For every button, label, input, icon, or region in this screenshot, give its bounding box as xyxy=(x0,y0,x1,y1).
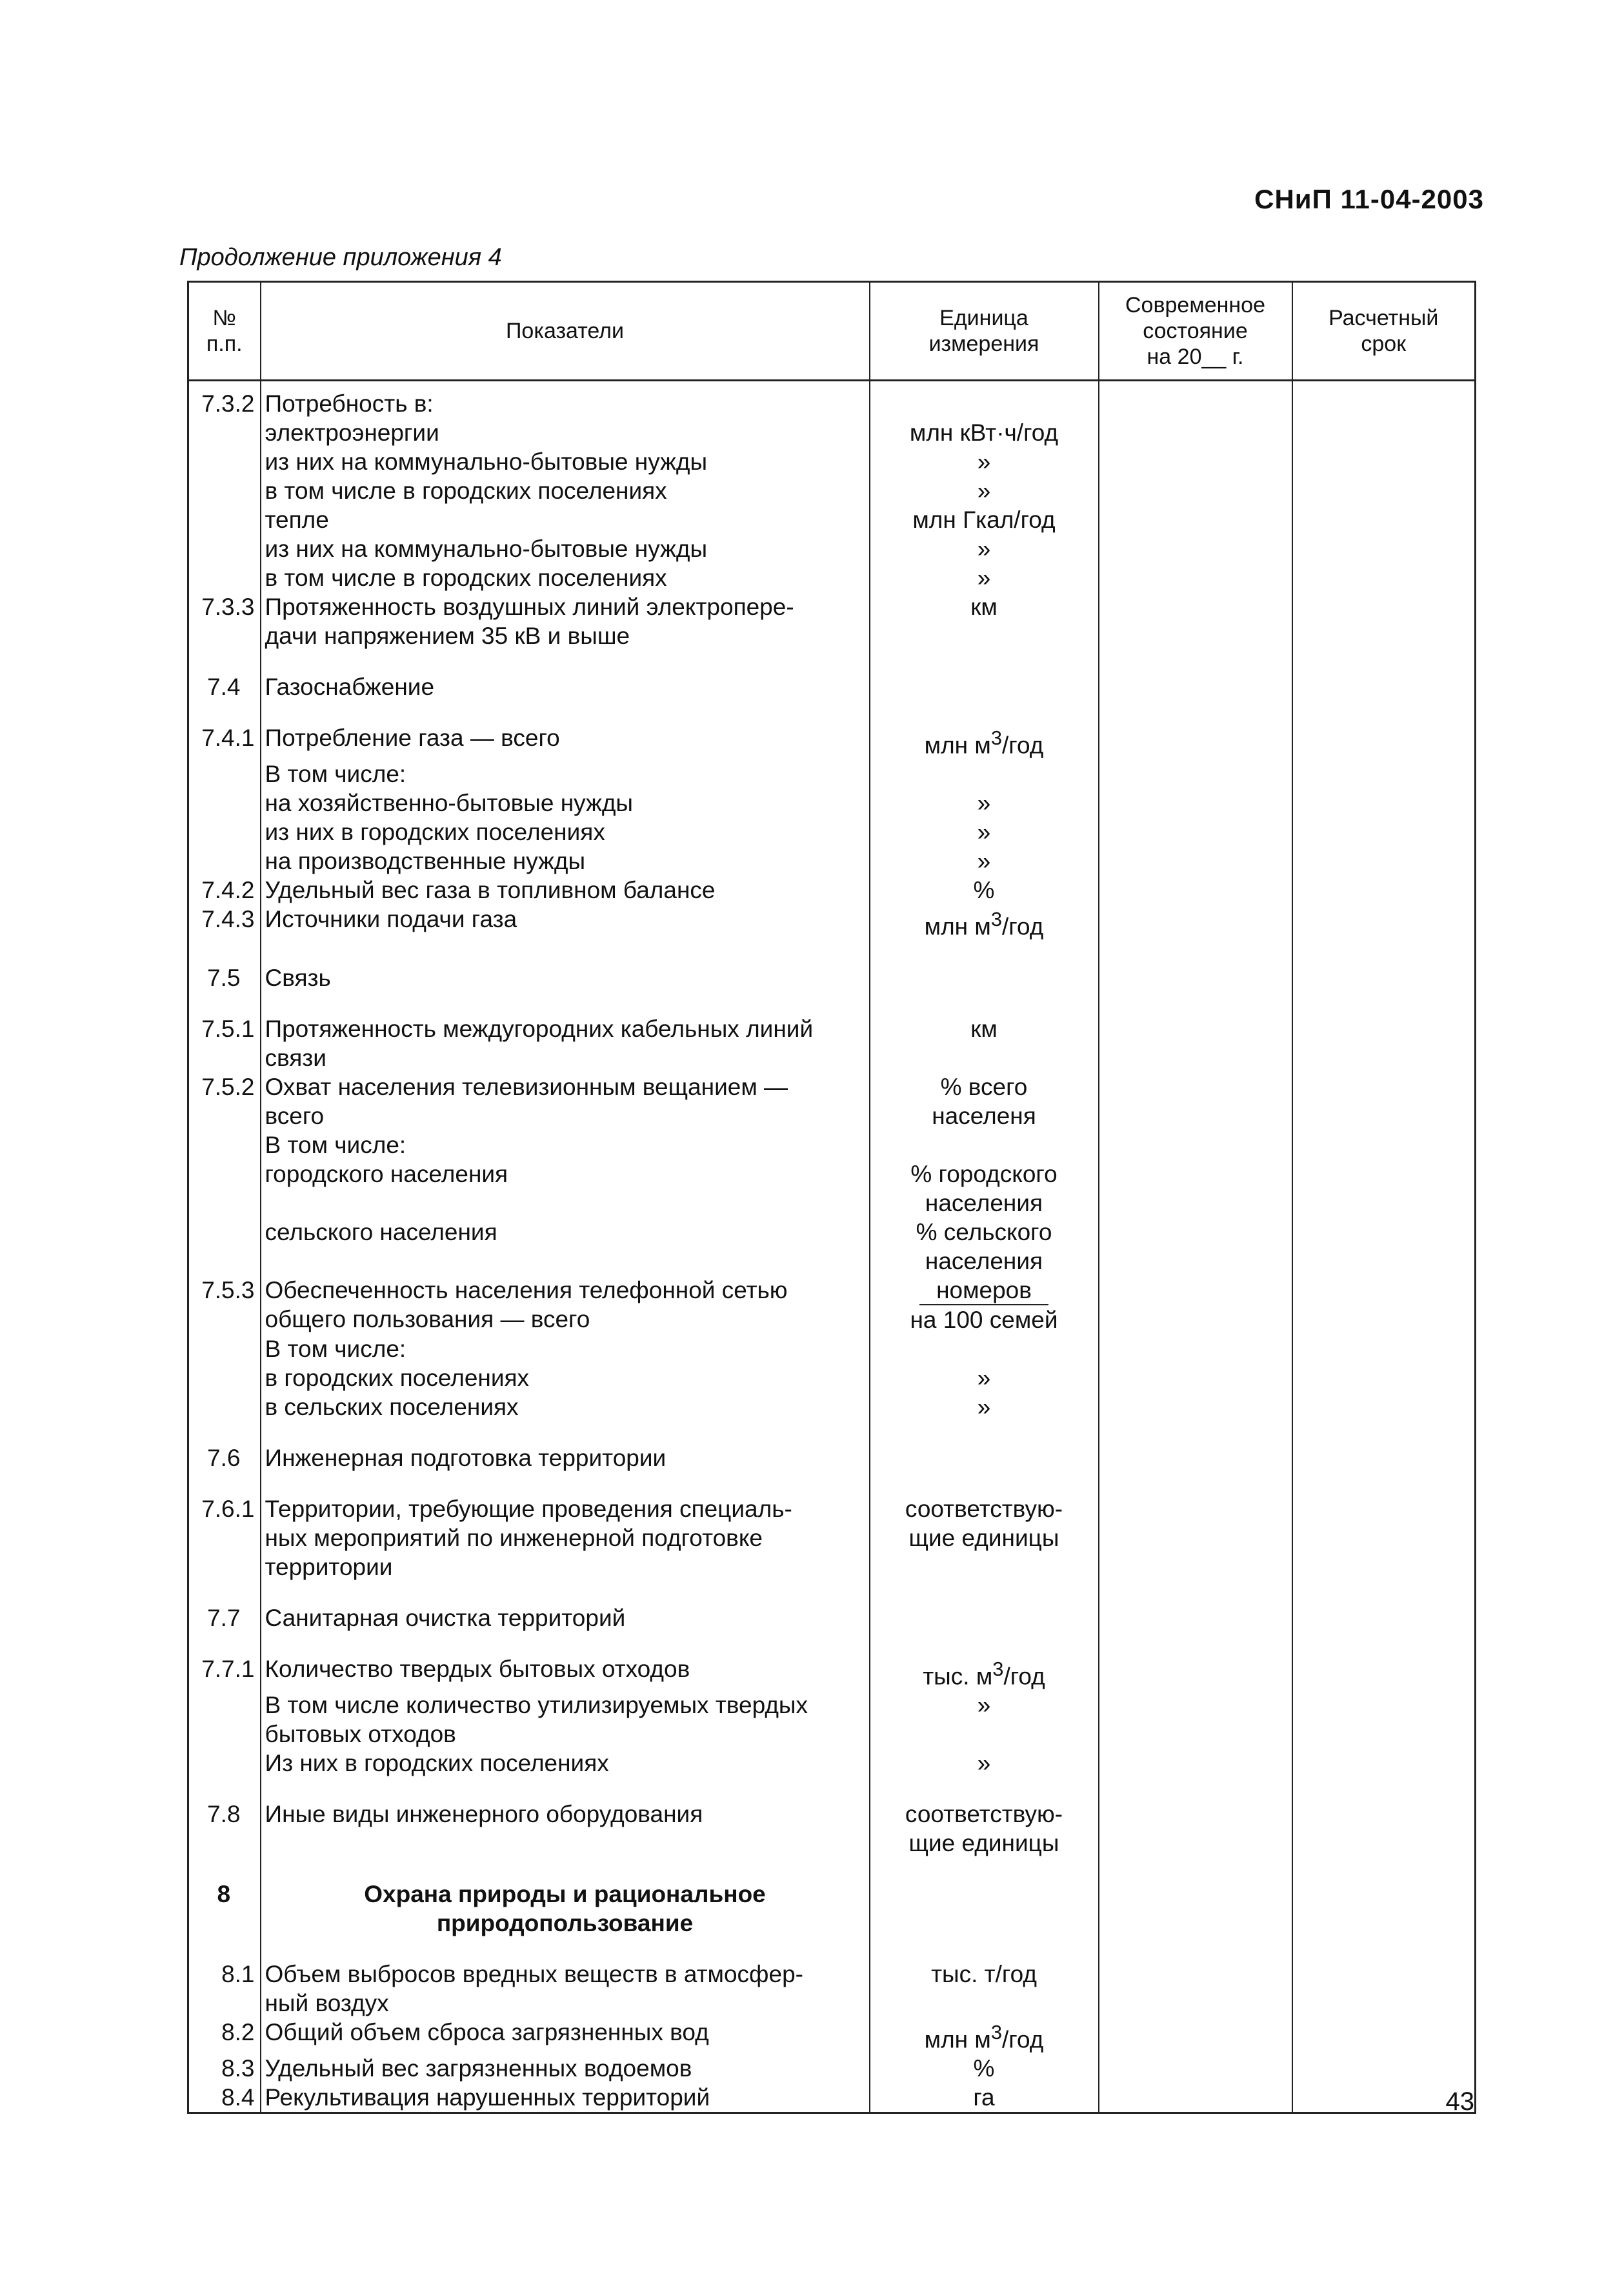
row-current xyxy=(1099,818,1292,847)
row-target xyxy=(1292,1749,1476,1778)
row-number xyxy=(188,1334,261,1363)
row-unit xyxy=(870,941,1099,992)
row-unit: га xyxy=(870,2083,1099,2113)
row-indicator: Удельный вес газа в топливном балансе xyxy=(261,876,870,905)
row-current xyxy=(1099,2018,1292,2054)
row-target xyxy=(1292,1858,1476,1938)
table-row xyxy=(188,447,1476,476)
table-row-section xyxy=(188,1858,1476,1938)
row-indicator: Источники подачи газа xyxy=(261,905,870,941)
row-current xyxy=(1099,2054,1292,2083)
row-target xyxy=(1292,476,1476,505)
row-number xyxy=(188,1218,261,1276)
row-number xyxy=(188,1130,261,1160)
row-unit: » xyxy=(870,563,1099,592)
row-number: 7.4.1 xyxy=(201,725,255,751)
row-current xyxy=(1099,534,1292,563)
table-row xyxy=(188,759,1476,788)
row-current xyxy=(1099,1363,1292,1392)
row-number xyxy=(188,505,261,534)
row-number xyxy=(188,476,261,505)
table-row xyxy=(188,1334,1476,1363)
document-code: СНиП 11-04-2003 xyxy=(1254,184,1484,214)
row-current xyxy=(1099,650,1292,701)
row-number: 8.3 xyxy=(221,2055,255,2082)
row-unit: млн кВт·ч/год xyxy=(870,418,1099,447)
row-target xyxy=(1292,1363,1476,1392)
row-unit: млн $м^3$/год xyxy=(870,905,1099,941)
page-number: 43 xyxy=(1445,2087,1474,2116)
table-row xyxy=(188,818,1476,847)
row-number: 7.4.2 xyxy=(201,877,255,904)
row-current xyxy=(1099,1218,1292,1276)
row-number: 8.4 xyxy=(221,2084,255,2111)
row-unit: млн $м^3$/год xyxy=(870,701,1099,759)
row-target xyxy=(1292,876,1476,905)
row-target xyxy=(1292,847,1476,876)
table-row xyxy=(188,941,1476,992)
row-target xyxy=(1292,505,1476,534)
row-unit: » xyxy=(870,847,1099,876)
table-row xyxy=(188,1938,1476,2018)
row-current xyxy=(1099,505,1292,534)
table-row xyxy=(188,1276,1476,1334)
table-row xyxy=(188,381,1476,419)
row-number: 7.5 xyxy=(207,964,241,991)
row-target xyxy=(1292,1276,1476,1334)
row-target xyxy=(1292,1691,1476,1749)
row-unit xyxy=(870,1581,1099,1632)
row-current xyxy=(1099,1334,1292,1363)
row-indicator: на хозяйственно-бытовые нужды xyxy=(261,788,870,818)
row-target xyxy=(1292,1632,1476,1691)
row-target xyxy=(1292,905,1476,941)
row-number: 7.5.3 xyxy=(201,1276,255,1303)
row-unit: км xyxy=(870,992,1099,1072)
row-unit xyxy=(870,650,1099,701)
row-target xyxy=(1292,1392,1476,1421)
row-indicator: Удельный вес загрязненных водоемов xyxy=(261,2054,870,2083)
table-row xyxy=(188,1749,1476,1778)
row-unit: тыс. $м^3$/год xyxy=(870,1632,1099,1691)
row-current xyxy=(1099,1858,1292,1938)
row-current xyxy=(1099,876,1292,905)
row-unit: » xyxy=(870,534,1099,563)
row-number: 7.6 xyxy=(207,1444,241,1471)
row-target xyxy=(1292,1130,1476,1160)
row-current xyxy=(1099,847,1292,876)
table-row xyxy=(188,1691,1476,1749)
header-target-period: Расчетный срок xyxy=(1292,282,1476,381)
row-number xyxy=(188,847,261,876)
row-unit xyxy=(870,1276,1099,1334)
row-current xyxy=(1099,1691,1292,1749)
row-target xyxy=(1292,1334,1476,1363)
row-unit: % xyxy=(870,2054,1099,2083)
table-row xyxy=(188,847,1476,876)
row-number: 7.7.1 xyxy=(201,1655,255,1682)
row-unit: % городского населения xyxy=(870,1160,1099,1218)
table-row xyxy=(188,2054,1476,2083)
row-target xyxy=(1292,534,1476,563)
row-number: 7.4 xyxy=(207,674,241,700)
row-target xyxy=(1292,1218,1476,1276)
row-target xyxy=(1292,650,1476,701)
row-unit: » xyxy=(870,1363,1099,1392)
row-target xyxy=(1292,381,1476,419)
row-number xyxy=(188,788,261,818)
row-indicator: Потребность в: xyxy=(261,381,870,419)
row-number: 8 xyxy=(217,1880,231,1907)
row-indicator: Протяженность воздушных линий электропере- дачи напряжением 35 кВ и выше xyxy=(261,592,870,650)
row-current xyxy=(1099,418,1292,447)
row-unit xyxy=(870,759,1099,788)
row-current xyxy=(1099,905,1292,941)
indicators-table xyxy=(187,281,1476,2114)
row-unit: % всего населеня xyxy=(870,1072,1099,1130)
row-current xyxy=(1099,788,1292,818)
row-unit: соответствую- щие единицы xyxy=(870,1472,1099,1581)
table-row xyxy=(188,1218,1476,1276)
row-indicator: Санитарная очистка территорий xyxy=(261,1581,870,1632)
row-current xyxy=(1099,563,1292,592)
row-indicator: в сельских поселениях xyxy=(261,1392,870,1421)
row-target xyxy=(1292,2018,1476,2054)
row-indicator: тепле xyxy=(261,505,870,534)
row-indicator: Рекультивация нарушенных территорий xyxy=(261,2083,870,2113)
unit-denominator: на 100 семей xyxy=(910,1306,1058,1333)
row-target xyxy=(1292,941,1476,992)
row-unit: % сельского населения xyxy=(870,1218,1099,1276)
row-number: 7.3.2 xyxy=(201,390,255,417)
row-target xyxy=(1292,1472,1476,1581)
row-indicator: Газоснабжение xyxy=(261,650,870,701)
row-number xyxy=(188,563,261,592)
table-row xyxy=(188,2083,1476,2113)
row-target xyxy=(1292,1938,1476,2018)
row-number: 7.6.1 xyxy=(201,1495,255,1522)
row-current xyxy=(1099,759,1292,788)
table-row xyxy=(188,1778,1476,1858)
row-unit: » xyxy=(870,447,1099,476)
row-number xyxy=(188,1160,261,1218)
row-target xyxy=(1292,788,1476,818)
table-header-row xyxy=(188,282,1476,381)
row-indicator: Охрана природы и рациональное природопользование xyxy=(261,1858,870,1938)
row-current xyxy=(1099,2083,1292,2113)
row-target xyxy=(1292,1072,1476,1130)
row-indicator: из них на коммунально-бытовые нужды xyxy=(261,534,870,563)
row-indicator: В том числе: xyxy=(261,759,870,788)
table-row xyxy=(188,905,1476,941)
row-target xyxy=(1292,1778,1476,1858)
row-indicator: из них в городских поселениях xyxy=(261,818,870,847)
row-number xyxy=(188,818,261,847)
row-current xyxy=(1099,1581,1292,1632)
row-indicator: Инженерная подготовка территории xyxy=(261,1421,870,1472)
row-target xyxy=(1292,759,1476,788)
row-indicator: Потребление газа — всего xyxy=(261,701,870,759)
row-indicator: Общий объем сброса загрязненных вод xyxy=(261,2018,870,2054)
row-unit xyxy=(870,1858,1099,1938)
row-indicator: в том числе в городских поселениях xyxy=(261,476,870,505)
row-unit: млн Гкал/год xyxy=(870,505,1099,534)
row-unit: » xyxy=(870,1392,1099,1421)
row-unit: » xyxy=(870,476,1099,505)
row-indicator: в городских поселениях xyxy=(261,1363,870,1392)
row-indicator: Обеспеченность населения телефонной сетью общего пользования — всего xyxy=(261,1276,870,1334)
table-row xyxy=(188,592,1476,650)
row-unit: » xyxy=(870,818,1099,847)
table-row xyxy=(188,992,1476,1072)
table-row xyxy=(188,1581,1476,1632)
table-row xyxy=(188,534,1476,563)
row-current xyxy=(1099,1072,1292,1130)
row-target xyxy=(1292,1421,1476,1472)
table-row xyxy=(188,1130,1476,1160)
row-unit: соответствую- щие единицы xyxy=(870,1778,1099,1858)
row-number xyxy=(188,1691,261,1749)
table-row xyxy=(188,1392,1476,1421)
row-target xyxy=(1292,701,1476,759)
table-row xyxy=(188,476,1476,505)
row-number: 7.5.2 xyxy=(201,1073,255,1100)
row-indicator: на производственные нужды xyxy=(261,847,870,876)
row-number: 7.3.3 xyxy=(201,594,255,620)
row-indicator: В том числе: xyxy=(261,1130,870,1160)
header-number: № п.п. xyxy=(188,282,261,381)
row-unit: % xyxy=(870,876,1099,905)
row-number: 7.4.3 xyxy=(201,906,255,933)
row-target xyxy=(1292,418,1476,447)
row-number: 8.1 xyxy=(221,1960,255,1987)
table-row xyxy=(188,1421,1476,1472)
row-number xyxy=(188,418,261,447)
row-current xyxy=(1099,1160,1292,1218)
table-row xyxy=(188,650,1476,701)
row-number: 7.5.1 xyxy=(201,1015,255,1042)
row-indicator: В том числе: xyxy=(261,1334,870,1363)
row-unit xyxy=(870,1130,1099,1160)
row-unit xyxy=(870,381,1099,419)
row-current xyxy=(1099,592,1292,650)
row-number xyxy=(188,1363,261,1392)
header-current-state: Современное состояние на 20__ г. xyxy=(1099,282,1292,381)
table-row xyxy=(188,1632,1476,1691)
row-current xyxy=(1099,1778,1292,1858)
row-number: 7.7 xyxy=(207,1604,241,1631)
row-unit: » xyxy=(870,788,1099,818)
row-target xyxy=(1292,563,1476,592)
table-row xyxy=(188,788,1476,818)
row-unit: млн $м^3$/год xyxy=(870,2018,1099,2054)
row-unit: тыс. т/год xyxy=(870,1938,1099,2018)
row-unit xyxy=(870,1421,1099,1472)
row-current xyxy=(1099,476,1292,505)
row-indicator: электроэнергии xyxy=(261,418,870,447)
table-row xyxy=(188,1072,1476,1130)
row-current xyxy=(1099,1472,1292,1581)
row-indicator: Из них в городских поселениях xyxy=(261,1749,870,1778)
row-current xyxy=(1099,1421,1292,1472)
row-target xyxy=(1292,592,1476,650)
row-unit xyxy=(870,1334,1099,1363)
header-unit: Единица измерения xyxy=(870,282,1099,381)
row-target xyxy=(1292,992,1476,1072)
row-number xyxy=(188,447,261,476)
table-row xyxy=(188,1363,1476,1392)
row-indicator: Протяженность междугородних кабельных линий связи xyxy=(261,992,870,1072)
row-current xyxy=(1099,941,1292,992)
row-indicator: Объем выбросов вредных веществ в атмосфер- ный воздух xyxy=(261,1938,870,2018)
table-row xyxy=(188,876,1476,905)
row-current xyxy=(1099,1130,1292,1160)
table-row xyxy=(188,505,1476,534)
row-current xyxy=(1099,992,1292,1072)
row-current xyxy=(1099,1276,1292,1334)
row-indicator: Количество твердых бытовых отходов xyxy=(261,1632,870,1691)
row-target xyxy=(1292,1160,1476,1218)
row-unit: км xyxy=(870,592,1099,650)
row-current xyxy=(1099,1632,1292,1691)
row-target xyxy=(1292,818,1476,847)
row-indicator: Связь xyxy=(261,941,870,992)
row-current xyxy=(1099,1938,1292,2018)
row-number xyxy=(188,1392,261,1421)
row-indicator: сельского населения xyxy=(261,1218,870,1276)
row-number xyxy=(188,759,261,788)
row-unit: » xyxy=(870,1749,1099,1778)
table-row xyxy=(188,1472,1476,1581)
unit-numerator: номеров xyxy=(919,1277,1048,1305)
row-number xyxy=(188,534,261,563)
row-target xyxy=(1292,1581,1476,1632)
table-row xyxy=(188,2018,1476,2054)
continuation-caption: Продолжение приложения 4 xyxy=(179,244,502,271)
row-number xyxy=(188,1749,261,1778)
row-indicator: В том числе количество утилизируемых твердых бытовых отходов xyxy=(261,1691,870,1749)
row-number: 8.2 xyxy=(221,2018,255,2045)
row-current xyxy=(1099,1749,1292,1778)
table-row xyxy=(188,563,1476,592)
header-indicator: Показатели xyxy=(261,282,870,381)
row-current xyxy=(1099,701,1292,759)
row-indicator: Охват населения телевизионным вещанием — всего xyxy=(261,1072,870,1130)
table-row xyxy=(188,1160,1476,1218)
row-number: 7.8 xyxy=(207,1800,241,1827)
row-target xyxy=(1292,2054,1476,2083)
row-indicator: в том числе в городских поселениях xyxy=(261,563,870,592)
row-current xyxy=(1099,447,1292,476)
row-indicator: из них на коммунально-бытовые нужды xyxy=(261,447,870,476)
row-unit: » xyxy=(870,1691,1099,1749)
table-row xyxy=(188,701,1476,759)
row-indicator: Территории, требующие проведения специаль- ных мероприятий по инженерной подготовке территории xyxy=(261,1472,870,1581)
table-row xyxy=(188,418,1476,447)
row-indicator: городского населения xyxy=(261,1160,870,1218)
row-indicator: Иные виды инженерного оборудования xyxy=(261,1778,870,1858)
row-target xyxy=(1292,447,1476,476)
row-current xyxy=(1099,1392,1292,1421)
row-current xyxy=(1099,381,1292,419)
